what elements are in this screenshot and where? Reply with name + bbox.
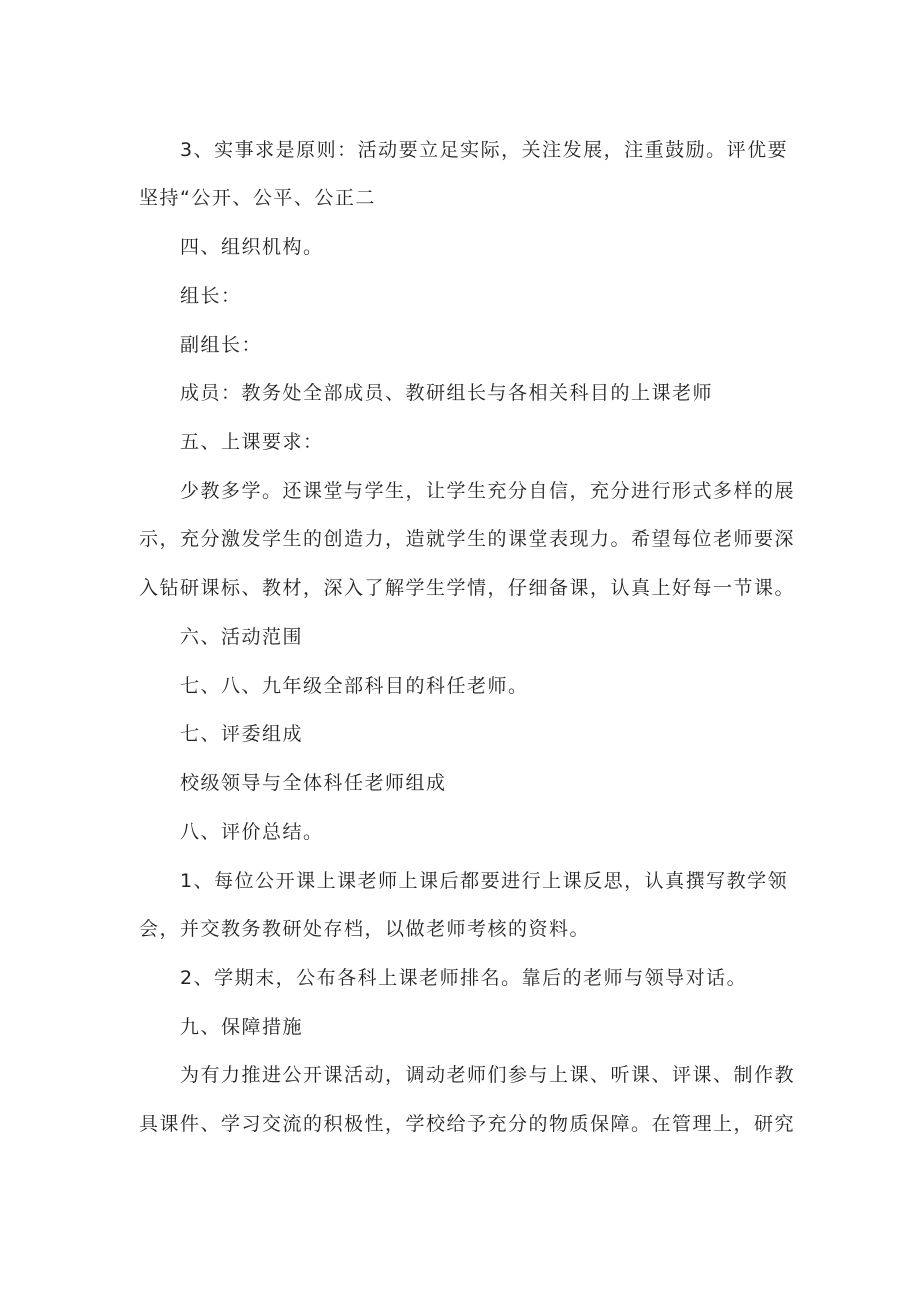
text-line: 1、每位公开课上课老师上课后都要进行上课反思，认真撰写教学领	[180, 870, 789, 892]
members-line: 成员：教务处全部成员、教研组长与各相关科目的上课老师	[180, 382, 714, 404]
scope-line: 七、八、九年级全部科目的科任老师。	[180, 675, 529, 697]
text-line: 坚持“公开、公平、公正二	[139, 187, 376, 209]
paragraph-evaluation-2: 2、学期末，公布各科上课老师排名。靠后的老师与领导对话。	[180, 967, 748, 989]
text-line: 为有力推进公开课活动，调动老师们参与上课、听课、评课、制作教	[180, 1064, 796, 1086]
section-heading-safeguards: 九、保障措施	[180, 1016, 304, 1038]
text-line: 示，充分激发学生的创造力，造就学生的课堂表现力。希望每位老师要深	[139, 528, 796, 550]
text-line: 会，并交教务教研处存档，以做老师考核的资料。	[139, 918, 591, 940]
section-heading-class-requirements: 五、上课要求：	[180, 431, 324, 453]
text-line: 具课件、学习交流的积极性，学校给予充分的物质保障。在管理上，研究	[139, 1113, 796, 1135]
text-line: 少教多学。还课堂与学生，让学生充分自信，充分进行形式多样的展	[180, 480, 796, 502]
group-leader-label: 组长：	[180, 285, 242, 307]
text-line: 入钻研课标、教材，深入了解学生学情，仔细备课，认真上好每一节课。	[139, 577, 796, 599]
section-heading-activity-scope: 六、活动范围	[180, 626, 304, 648]
judges-line: 校级领导与全体科任老师组成	[180, 772, 447, 794]
section-heading-organization: 四、组织机构。	[180, 236, 324, 258]
section-heading-evaluation: 八、评价总结。	[180, 821, 324, 843]
text-line: 3、实事求是原则：活动要立足实际，关注发展，注重鼓励。评优要	[180, 139, 789, 161]
section-heading-judges: 七、评委组成	[180, 723, 304, 745]
deputy-leader-label: 副组长：	[180, 334, 263, 356]
